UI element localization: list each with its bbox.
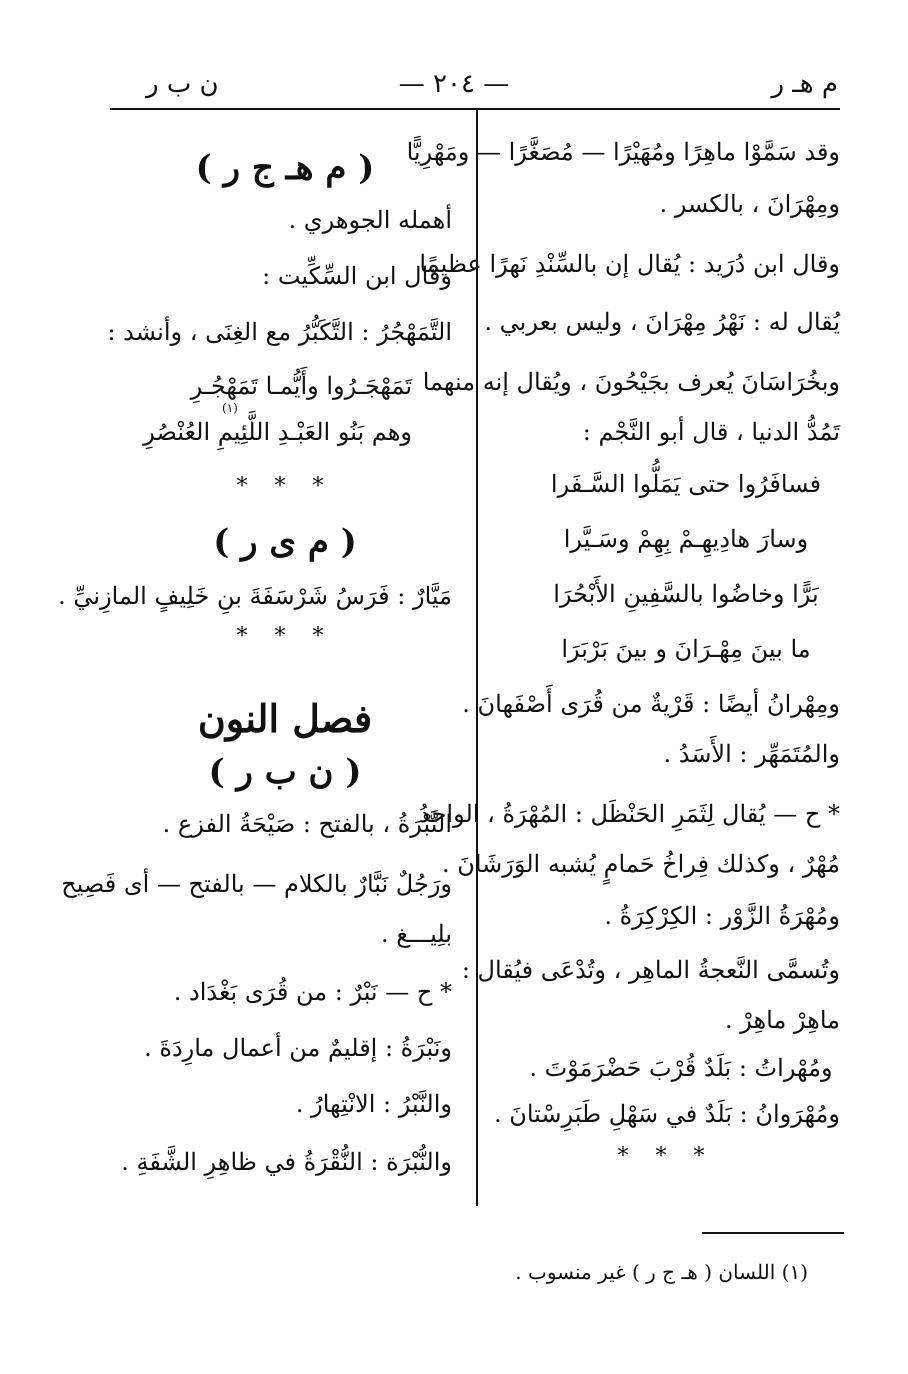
text-line: ماهِرْ ماهِرْ . [724, 1006, 840, 1034]
text-line: والمُتَمَهِّر : الأَسَدُ . [663, 740, 840, 768]
text-line: يُقال له : نَهْرُ مِهْرَانَ ، وليس بعربي . [484, 308, 840, 336]
text-line: ومُهْرَةُ الزَّوْر : الكِرْكِرَةُ . [604, 902, 840, 930]
text-line: وقد سَمَّوْا ماهِرًا ومُهَيْرًا — مُصَغَّرًا — ومَهْرِيًّا [406, 138, 840, 166]
section-heading: فصل النون [197, 696, 373, 741]
text-line: النَّبْرَةُ ، بالفتح : صَيْحَةُ الفزع . [162, 810, 452, 838]
text-line: وبخُرَاسَانَ يُعرف بجَيْحُونَ ، ويُقال إنه منهما [422, 368, 840, 396]
header-rule [110, 108, 840, 110]
verse-line: وسارَ هادِيهِـمْ بِهِمْ وسَـيَّرا [563, 525, 809, 553]
entry-heading: ( ن ب ر ) [208, 752, 362, 792]
verse-line: بَرًّا وخاضُوا بالسَّفِينِ الأَبْحُرَا [553, 580, 819, 608]
verse-line: ما بينَ مِهْـرَانَ و بينَ بَرْبَرَا [561, 635, 811, 663]
running-head-left-root: ن ب ر [146, 69, 219, 99]
text-line: تَمُدُّ الدنيا ، قال أبو النَّجْم : [582, 418, 840, 446]
section-separator-stars: * * * [236, 624, 334, 649]
verse-line: وهم بَنُو العَبْـدِ اللَّئِيمِ العُنْصُرِ [143, 418, 412, 446]
verse-text: تَمَهْجَـرُوا وأَيُّمـا تَمَهْجُـرِ [190, 372, 412, 400]
verse-line: فسافَرُوا حتى يَمَلُّوا السَّـفَرا [550, 470, 822, 498]
text-line: وقال ابن السِّكِّيت : [262, 262, 452, 290]
entry-heading: ( م ى ر ) [213, 522, 357, 562]
text-line: التَّمَهْجُرُ : التَّكَبُّرُ مع الغِنَى ، وأنشد : [107, 318, 452, 346]
page-number: — ٢٠٤ — [398, 69, 510, 99]
text-line: ومِهْرانُ أيضًا : قَرْيةٌ من قُرَى أَصْفَهانَ . [462, 690, 840, 718]
footnote: (١) اللسان ( هـ ج ر ) غير منسوب . [515, 1260, 808, 1284]
footnote-rule [702, 1232, 844, 1234]
text-line: مُهْرٌ ، وكذلك فِراخُ حَمامٍ يُشبه الوَرَشَانَ . [441, 850, 840, 878]
text-line: وقال ابن دُرَيد : يُقال إن بالسِّنْدِ نَهرًا عظيمًا [419, 250, 840, 278]
text-line: بلِيـــغ . [381, 920, 452, 948]
footnote-marker: (١) [222, 401, 238, 415]
entry-heading: ( م هـ ج ر ) [195, 148, 375, 188]
text-line: ونَبْرَةُ : إقليمٌ من أعمال مارِدَةَ . [144, 1034, 452, 1062]
text-line: ورَجُلٌ نَبَّارٌ بالكلام — بالفتح — أى فَصِيح [61, 870, 452, 898]
running-head-right-root: م هـ ر [771, 69, 838, 99]
section-separator-stars: * * * [236, 474, 334, 499]
section-separator-stars: * * * [617, 1144, 715, 1169]
text-line: * ح — يُقال لِثَمَرِ الحَنْظَل : المُهْرَةُ ، الواحدُ [418, 800, 840, 828]
left-column [58, 148, 452, 1188]
text-line: ومُهْرَوانُ : بَلَدٌ في سَهْلِ طَبَرِسْتانَ . [493, 1100, 840, 1128]
text-line: * ح — نَبْرٌ : من قُرَى بَغْدَاد . [173, 978, 452, 1006]
text-line: والنَّبْرُ : الانْتِهارُ . [295, 1090, 452, 1118]
verse-line [118, 372, 452, 418]
text-line: أهمله الجوهري . [288, 206, 452, 234]
text-line: ومِهْرَانَ ، بالكسر . [659, 190, 840, 218]
text-line: مَيَّارٌ : فَرَسُ شَرْسَفَةَ بنِ خَلِيفٍ المازِنيِّ . [58, 582, 452, 610]
text-line: وتُسمَّى النَّعجةُ الماهِر ، وتُدْعَى فيُقال : [461, 956, 840, 984]
text-line: ومُهْراتُ : بَلَدٌ قُرْبَ حَضْرَمَوْتَ . [529, 1054, 833, 1082]
text-line: والنُّبْرَة : النُّقْرَةُ في ظاهِرِ الشَّفَةِ . [121, 1148, 452, 1176]
